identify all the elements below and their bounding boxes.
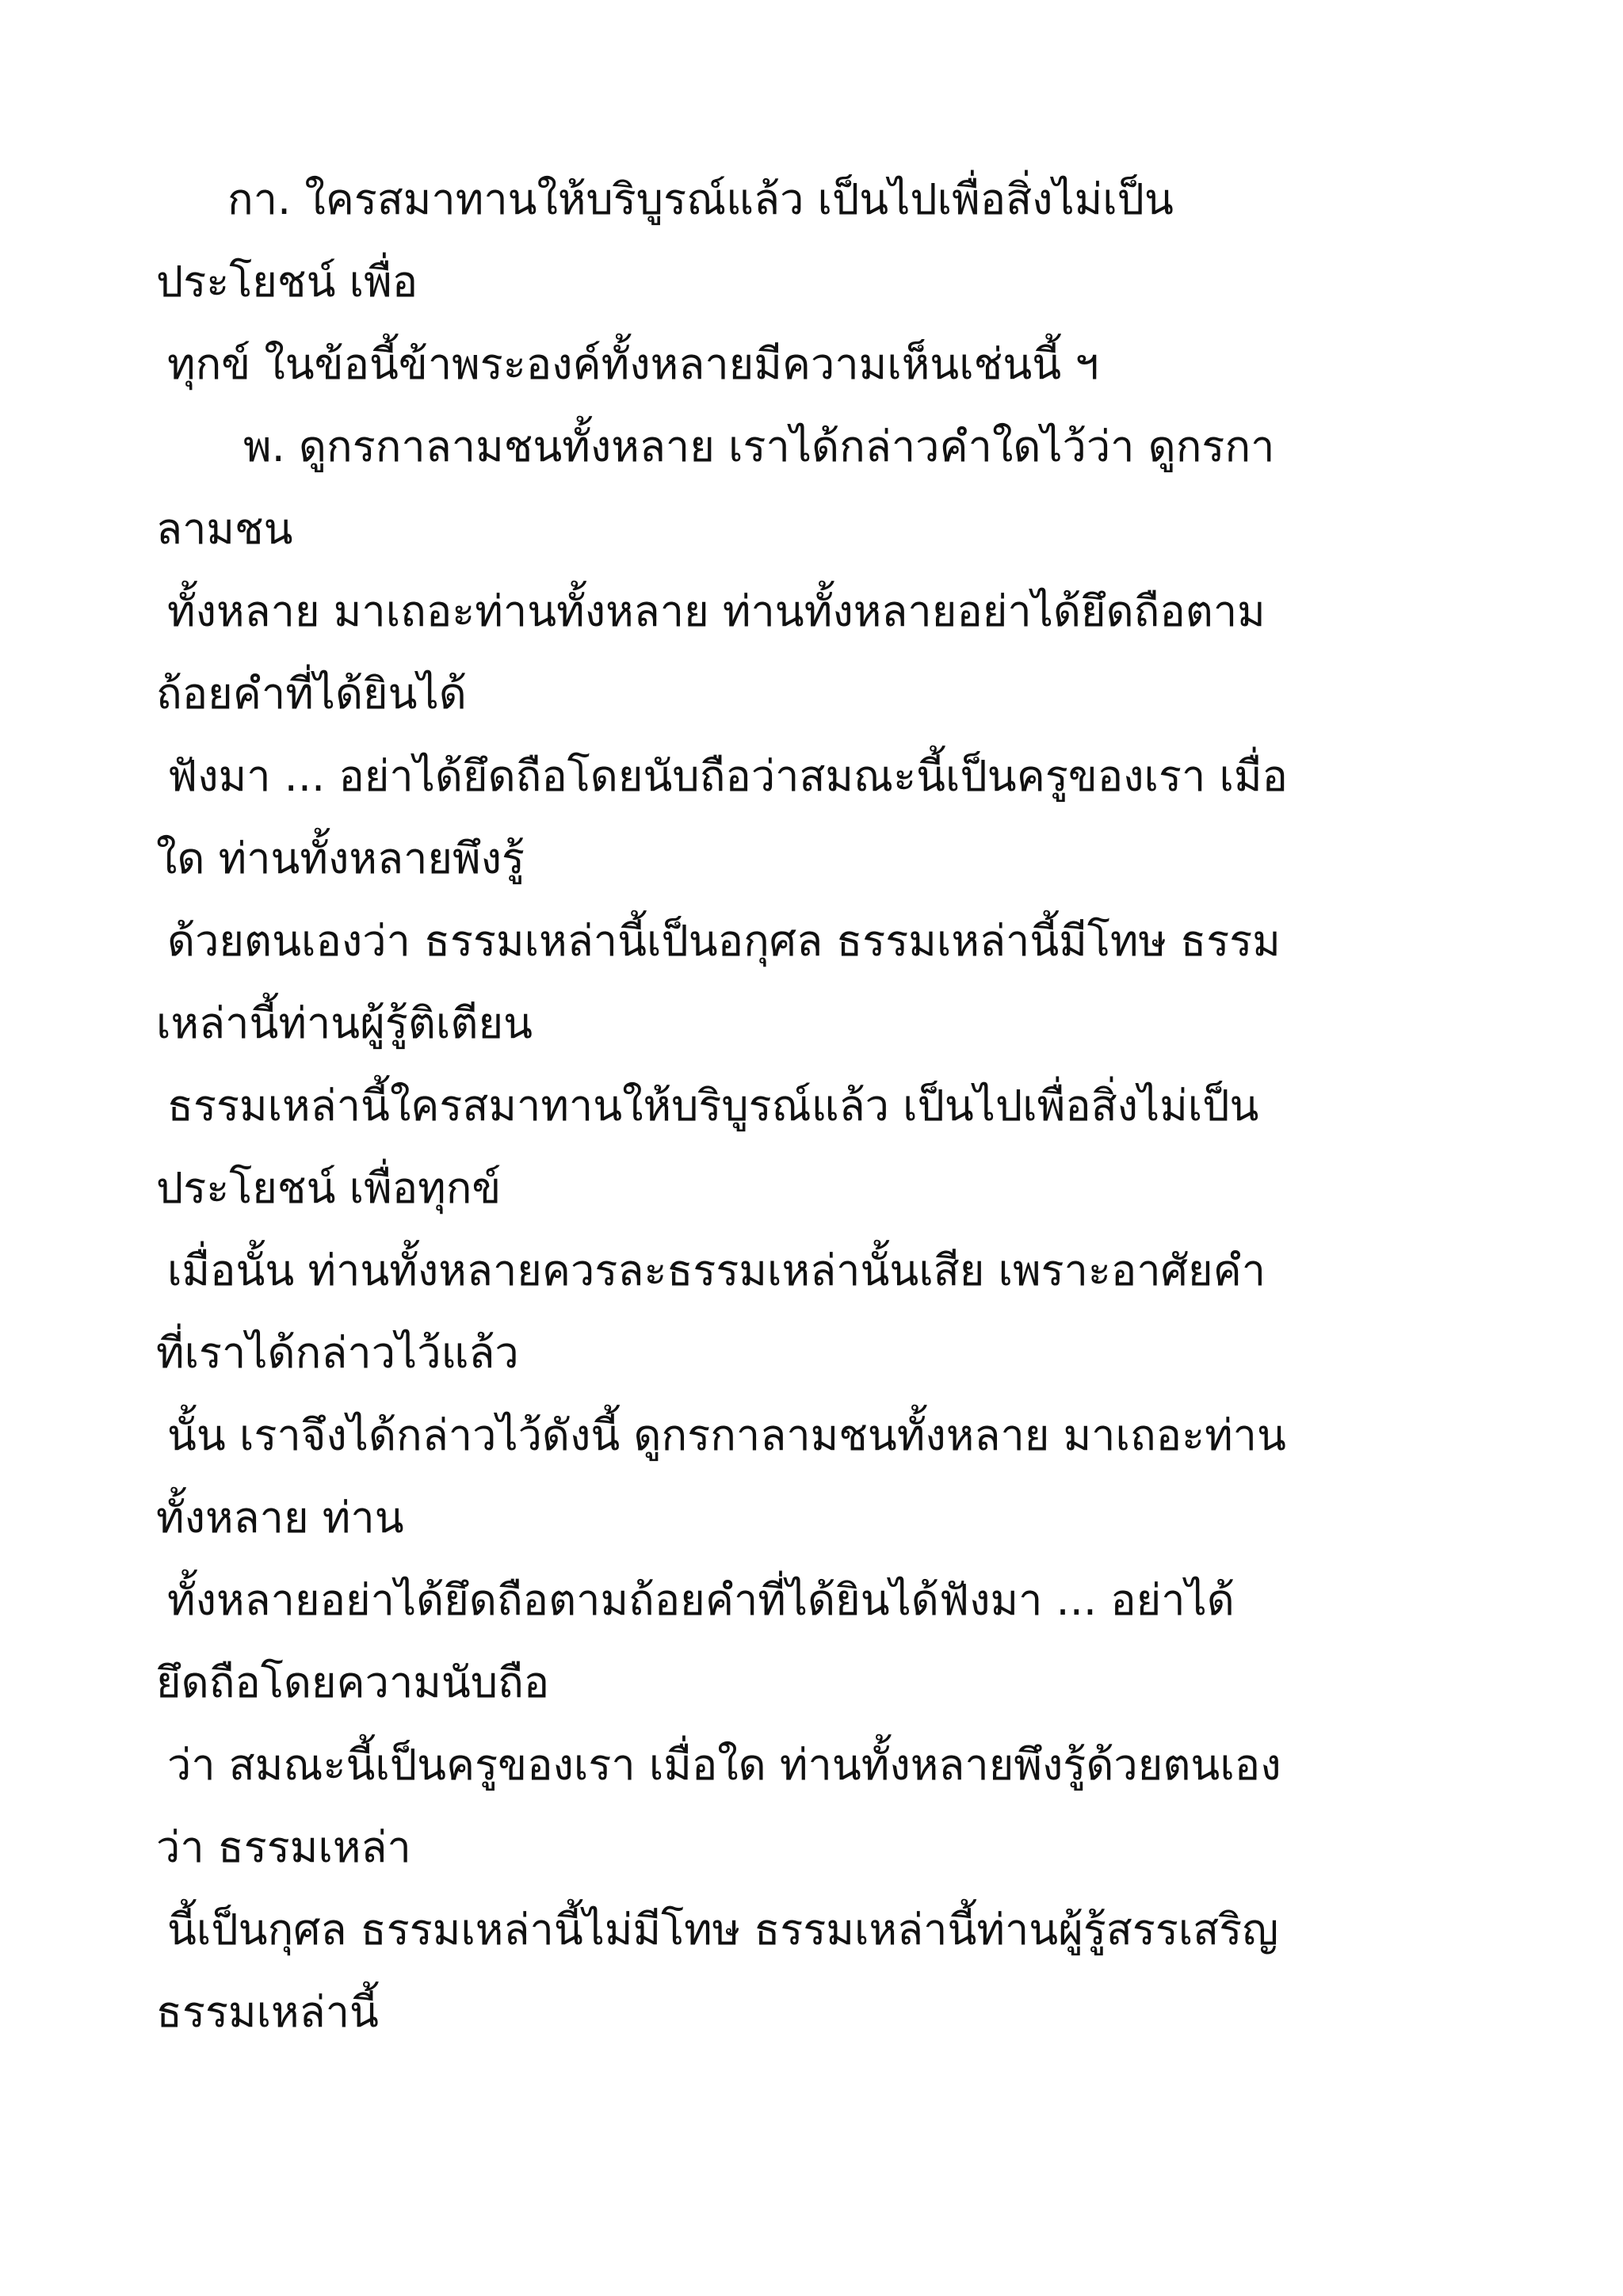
text-line: นั้น เราจึงได้กล่าวไว้ดังนี้ ดูกรกาลามชนทั้งหลาย มาเถอะท่าน bbox=[167, 1410, 1286, 1460]
text-line: ด้วยตนเองว่า ธรรมเหล่านี้เป็นอกุศล ธรรมเหล่านี้มีโทษ ธรรม bbox=[167, 916, 1281, 966]
text-line: พ. ดูกรกาลามชนทั้งหลาย เราได้กล่าวคำใดไว้ว่า ดูกรกา bbox=[243, 421, 1275, 471]
text-line: ประโยชน์ เพื่อ bbox=[156, 257, 418, 307]
text-line: ที่เราได้กล่าวไว้แล้ว bbox=[156, 1328, 519, 1378]
text-line: ถ้อยคำที่ได้ยินได้ bbox=[156, 669, 467, 719]
text-line: ธรรมเหล่านี้ bbox=[156, 1987, 379, 2037]
text-line: ลามชน bbox=[156, 504, 293, 554]
text-line: เมื่อนั้น ท่านทั้งหลายควรละธรรมเหล่านั้นเสีย เพราะอาศัยคำ bbox=[167, 1245, 1266, 1295]
text-line: ว่า ธรรมเหล่า bbox=[156, 1822, 411, 1872]
text-line: ทั้งหลาย มาเถอะท่านทั้งหลาย ท่านทั้งหลายอย่าได้ยึดถือตาม bbox=[167, 586, 1266, 636]
text-line: ยึดถือโดยความนับถือ bbox=[156, 1657, 550, 1707]
text-line: เหล่านี้ท่านผู้รู้ติเตียน bbox=[156, 998, 533, 1048]
text-line: ใด ท่านทั้งหลายพึงรู้ bbox=[156, 833, 525, 883]
text-line: กา. ใครสมาทานให้บริบูรณ์แล้ว เป็นไปเพื่อสิ่งไม่เป็น bbox=[227, 174, 1174, 224]
text-line: ว่า สมณะนี้เป็นครูของเรา เมื่อใด ท่านทั้งหลายพึงรู้ด้วยตนเอง bbox=[167, 1740, 1281, 1790]
text-line: ทุกข์ ในข้อนี้ข้าพระองค์ทั้งหลายมีความเห็นเช่นนี้ ฯ bbox=[167, 339, 1099, 389]
text-line: ฟังมา ... อย่าได้ยึดถือโดยนับถือว่าสมณะนี้เป็นครูของเรา เมื่อ bbox=[167, 751, 1288, 801]
text-line: ธรรมเหล่านี้ใครสมาทานให้บริบูรณ์แล้ว เป็นไปเพื่อสิ่งไม่เป็น bbox=[167, 1081, 1259, 1131]
body-text bbox=[156, 158, 1503, 2054]
text-line: ทั้งหลายอย่าได้ยึดถือตามถ้อยคำที่ได้ยินได้ฟังมา ... อย่าได้ bbox=[167, 1575, 1235, 1625]
text-line: ทั้งหลาย ท่าน bbox=[156, 1493, 404, 1543]
text-line: ประโยชน์ เพื่อทุกข์ bbox=[156, 1163, 502, 1213]
text-line: นี้เป็นกุศล ธรรมเหล่านี้ไม่มีโทษ ธรรมเหล่านี้ท่านผู้รู้สรรเสริญ bbox=[167, 1905, 1279, 1955]
